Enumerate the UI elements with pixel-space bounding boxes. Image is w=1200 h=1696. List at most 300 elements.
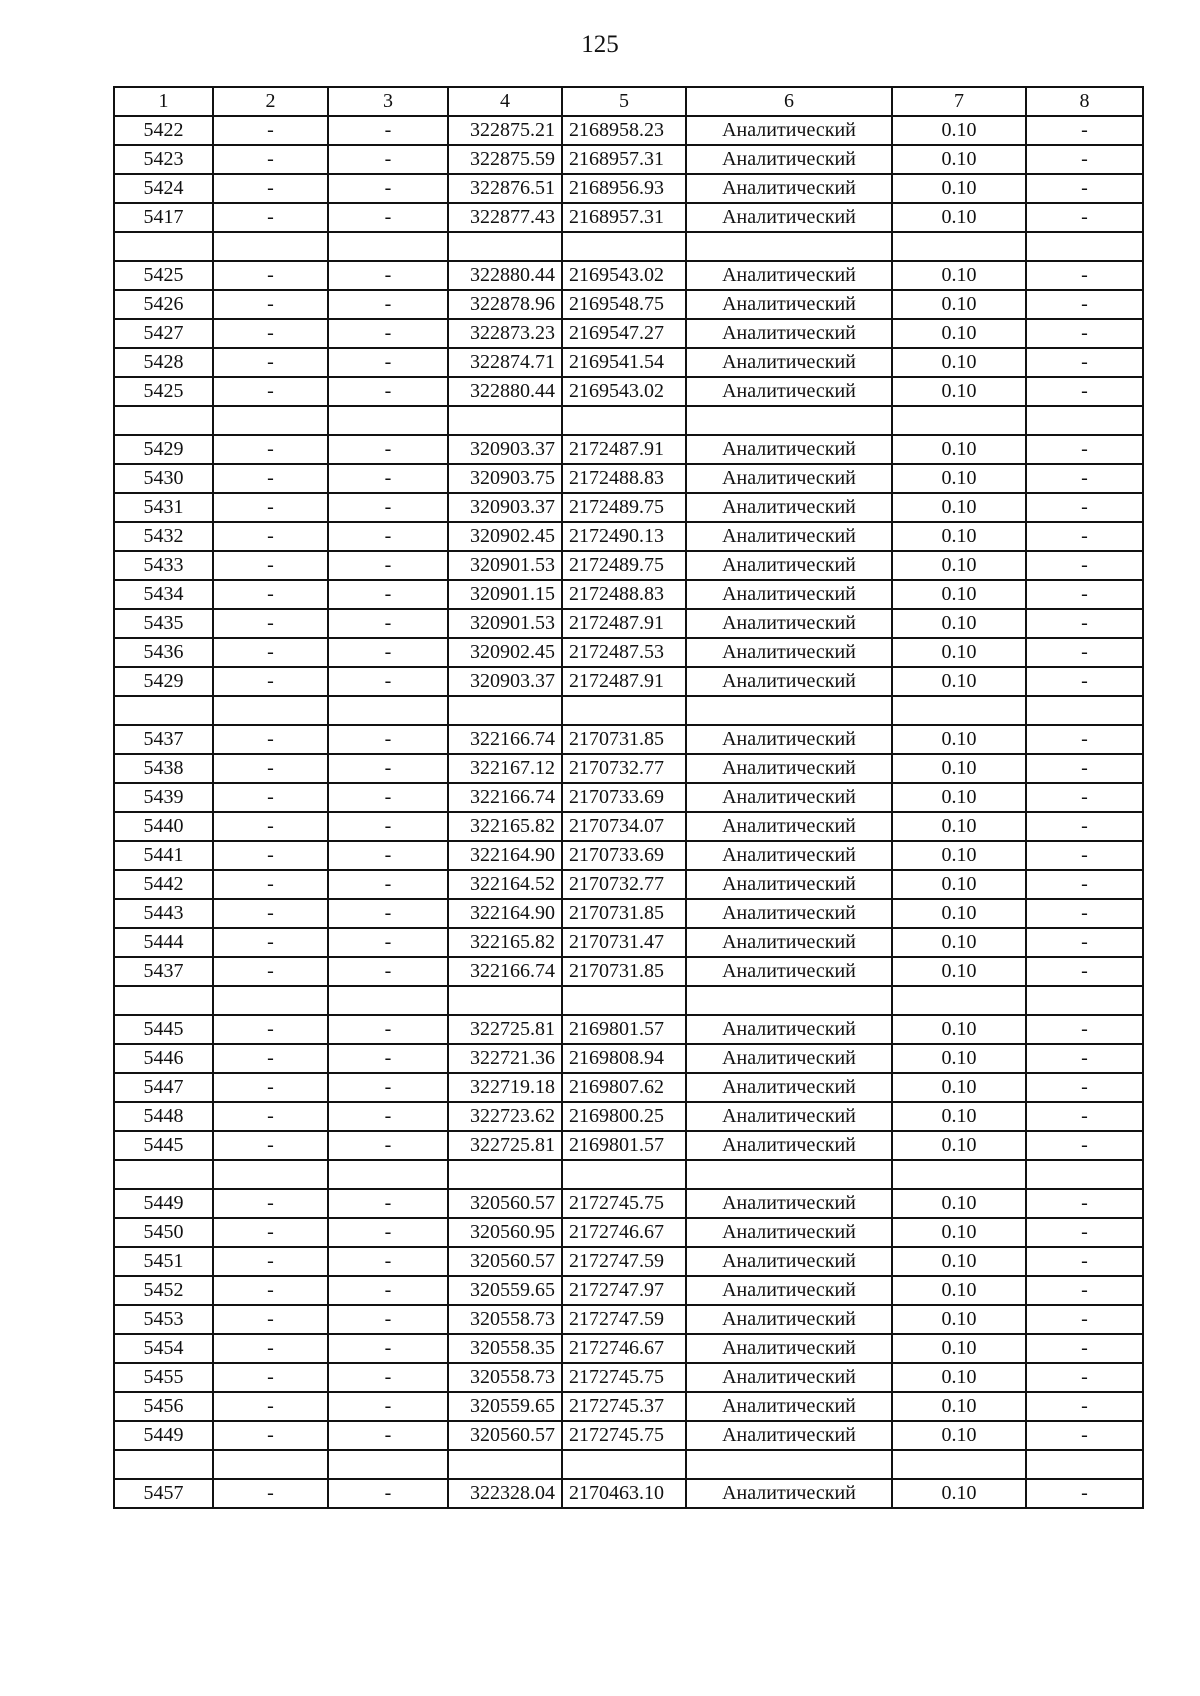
y-coordinate-cell: 2172747.59: [562, 1247, 686, 1276]
x-coordinate-cell: 322164.90: [448, 841, 562, 870]
table-row: [114, 870, 1143, 899]
method-cell: Аналитический: [686, 957, 892, 986]
accuracy-cell: 0.10: [892, 1305, 1026, 1334]
column-8-cell: -: [1026, 725, 1143, 754]
accuracy-cell: 0.10: [892, 290, 1026, 319]
column-3-cell: -: [328, 1305, 448, 1334]
column-3-cell: -: [328, 1044, 448, 1073]
column-8-cell: -: [1026, 609, 1143, 638]
column-3-cell: -: [328, 319, 448, 348]
header-cell: 7: [892, 87, 1026, 116]
accuracy-cell: [892, 406, 1026, 435]
accuracy-cell: 0.10: [892, 348, 1026, 377]
column-3-cell: -: [328, 783, 448, 812]
method-cell: Аналитический: [686, 1218, 892, 1247]
table-row: [114, 1334, 1143, 1363]
y-coordinate-cell: 2169808.94: [562, 1044, 686, 1073]
column-8-cell: -: [1026, 290, 1143, 319]
x-coordinate-cell: 320902.45: [448, 522, 562, 551]
point-number-cell: [114, 1450, 213, 1479]
table-row: [114, 551, 1143, 580]
table-row: [114, 1247, 1143, 1276]
column-8-cell: -: [1026, 1247, 1143, 1276]
accuracy-cell: 0.10: [892, 1479, 1026, 1508]
column-2-cell: [213, 696, 328, 725]
point-number-cell: 5417: [114, 203, 213, 232]
method-cell: Аналитический: [686, 174, 892, 203]
method-cell: Аналитический: [686, 783, 892, 812]
x-coordinate-cell: 322876.51: [448, 174, 562, 203]
point-number-cell: 5440: [114, 812, 213, 841]
column-2-cell: -: [213, 1044, 328, 1073]
column-3-cell: -: [328, 522, 448, 551]
separator-row: [114, 696, 1143, 725]
column-2-cell: -: [213, 1479, 328, 1508]
y-coordinate-cell: 2172487.91: [562, 609, 686, 638]
y-coordinate-cell: 2169547.27: [562, 319, 686, 348]
y-coordinate-cell: 2170731.85: [562, 725, 686, 754]
y-coordinate-cell: 2170463.10: [562, 1479, 686, 1508]
y-coordinate-cell: 2170733.69: [562, 841, 686, 870]
x-coordinate-cell: 322166.74: [448, 783, 562, 812]
column-8-cell: -: [1026, 1189, 1143, 1218]
y-coordinate-cell: 2168957.31: [562, 203, 686, 232]
column-3-cell: -: [328, 1276, 448, 1305]
column-8-cell: -: [1026, 899, 1143, 928]
table-row: [114, 145, 1143, 174]
method-cell: Аналитический: [686, 319, 892, 348]
y-coordinate-cell: [562, 1450, 686, 1479]
point-number-cell: 5429: [114, 667, 213, 696]
method-cell: Аналитический: [686, 1247, 892, 1276]
column-8-cell: -: [1026, 1218, 1143, 1247]
table-row: [114, 1102, 1143, 1131]
method-cell: Аналитический: [686, 1334, 892, 1363]
method-cell: [686, 1450, 892, 1479]
accuracy-cell: 0.10: [892, 261, 1026, 290]
column-8-cell: -: [1026, 667, 1143, 696]
column-2-cell: -: [213, 841, 328, 870]
point-number-cell: 5430: [114, 464, 213, 493]
method-cell: [686, 232, 892, 261]
header-row: [114, 87, 1143, 116]
column-2-cell: -: [213, 1421, 328, 1450]
y-coordinate-cell: 2172745.75: [562, 1189, 686, 1218]
point-number-cell: 5446: [114, 1044, 213, 1073]
accuracy-cell: [892, 232, 1026, 261]
y-coordinate-cell: 2172745.37: [562, 1392, 686, 1421]
method-cell: Аналитический: [686, 754, 892, 783]
column-8-cell: [1026, 406, 1143, 435]
table-row: [114, 928, 1143, 957]
y-coordinate-cell: 2172746.67: [562, 1334, 686, 1363]
column-8-cell: -: [1026, 638, 1143, 667]
column-2-cell: -: [213, 667, 328, 696]
method-cell: Аналитический: [686, 1363, 892, 1392]
point-number-cell: 5436: [114, 638, 213, 667]
table-body: [114, 116, 1143, 1508]
accuracy-cell: 0.10: [892, 493, 1026, 522]
column-2-cell: -: [213, 609, 328, 638]
accuracy-cell: 0.10: [892, 957, 1026, 986]
point-number-cell: 5442: [114, 870, 213, 899]
x-coordinate-cell: 320560.57: [448, 1421, 562, 1450]
column-8-cell: -: [1026, 203, 1143, 232]
method-cell: Аналитический: [686, 1044, 892, 1073]
x-coordinate-cell: 320559.65: [448, 1276, 562, 1305]
accuracy-cell: 0.10: [892, 783, 1026, 812]
accuracy-cell: 0.10: [892, 580, 1026, 609]
accuracy-cell: 0.10: [892, 1334, 1026, 1363]
column-8-cell: [1026, 1160, 1143, 1189]
column-2-cell: -: [213, 203, 328, 232]
column-8-cell: -: [1026, 1479, 1143, 1508]
separator-row: [114, 232, 1143, 261]
column-8-cell: [1026, 696, 1143, 725]
accuracy-cell: 0.10: [892, 1363, 1026, 1392]
point-number-cell: 5456: [114, 1392, 213, 1421]
header-cell: 4: [448, 87, 562, 116]
x-coordinate-cell: 322167.12: [448, 754, 562, 783]
x-coordinate-cell: 322875.59: [448, 145, 562, 174]
x-coordinate-cell: 320902.45: [448, 638, 562, 667]
column-8-cell: [1026, 1450, 1143, 1479]
separator-row: [114, 1450, 1143, 1479]
accuracy-cell: 0.10: [892, 1421, 1026, 1450]
y-coordinate-cell: [562, 696, 686, 725]
column-2-cell: -: [213, 116, 328, 145]
point-number-cell: 5422: [114, 116, 213, 145]
column-8-cell: -: [1026, 493, 1143, 522]
table-row: [114, 464, 1143, 493]
y-coordinate-cell: 2168956.93: [562, 174, 686, 203]
x-coordinate-cell: 320560.95: [448, 1218, 562, 1247]
table-row: [114, 1305, 1143, 1334]
column-3-cell: -: [328, 1247, 448, 1276]
method-cell: Аналитический: [686, 1102, 892, 1131]
column-2-cell: -: [213, 1189, 328, 1218]
y-coordinate-cell: 2170731.85: [562, 957, 686, 986]
y-coordinate-cell: [562, 406, 686, 435]
y-coordinate-cell: 2169807.62: [562, 1073, 686, 1102]
x-coordinate-cell: 320560.57: [448, 1247, 562, 1276]
y-coordinate-cell: 2172489.75: [562, 493, 686, 522]
column-3-cell: -: [328, 1363, 448, 1392]
point-number-cell: 5447: [114, 1073, 213, 1102]
column-3-cell: -: [328, 348, 448, 377]
x-coordinate-cell: 320903.37: [448, 667, 562, 696]
table-row: [114, 1479, 1143, 1508]
x-coordinate-cell: 322166.74: [448, 725, 562, 754]
point-number-cell: [114, 406, 213, 435]
method-cell: Аналитический: [686, 522, 892, 551]
column-3-cell: -: [328, 116, 448, 145]
column-8-cell: -: [1026, 957, 1143, 986]
column-3-cell: -: [328, 377, 448, 406]
y-coordinate-cell: [562, 232, 686, 261]
x-coordinate-cell: 322875.21: [448, 116, 562, 145]
point-number-cell: 5455: [114, 1363, 213, 1392]
column-2-cell: -: [213, 1102, 328, 1131]
column-2-cell: -: [213, 1276, 328, 1305]
column-2-cell: -: [213, 522, 328, 551]
point-number-cell: [114, 986, 213, 1015]
point-number-cell: 5425: [114, 261, 213, 290]
accuracy-cell: 0.10: [892, 1247, 1026, 1276]
column-2-cell: [213, 1450, 328, 1479]
x-coordinate-cell: 320558.35: [448, 1334, 562, 1363]
column-3-cell: -: [328, 638, 448, 667]
point-number-cell: 5445: [114, 1015, 213, 1044]
y-coordinate-cell: 2172745.75: [562, 1363, 686, 1392]
column-8-cell: -: [1026, 1276, 1143, 1305]
x-coordinate-cell: 322873.23: [448, 319, 562, 348]
column-3-cell: [328, 232, 448, 261]
table-row: [114, 841, 1143, 870]
point-number-cell: 5425: [114, 377, 213, 406]
column-2-cell: [213, 406, 328, 435]
x-coordinate-cell: 320560.57: [448, 1189, 562, 1218]
point-number-cell: 5454: [114, 1334, 213, 1363]
column-2-cell: -: [213, 348, 328, 377]
column-2-cell: [213, 1160, 328, 1189]
accuracy-cell: 0.10: [892, 435, 1026, 464]
y-coordinate-cell: 2172487.53: [562, 638, 686, 667]
y-coordinate-cell: 2169801.57: [562, 1015, 686, 1044]
column-8-cell: -: [1026, 1073, 1143, 1102]
column-2-cell: [213, 986, 328, 1015]
column-2-cell: -: [213, 812, 328, 841]
accuracy-cell: 0.10: [892, 1073, 1026, 1102]
y-coordinate-cell: 2172745.75: [562, 1421, 686, 1450]
y-coordinate-cell: [562, 986, 686, 1015]
x-coordinate-cell: 322880.44: [448, 377, 562, 406]
point-number-cell: 5452: [114, 1276, 213, 1305]
y-coordinate-cell: 2170731.47: [562, 928, 686, 957]
x-coordinate-cell: 322877.43: [448, 203, 562, 232]
point-number-cell: 5438: [114, 754, 213, 783]
column-3-cell: -: [328, 203, 448, 232]
x-coordinate-cell: [448, 232, 562, 261]
column-8-cell: -: [1026, 928, 1143, 957]
accuracy-cell: 0.10: [892, 116, 1026, 145]
column-3-cell: [328, 1450, 448, 1479]
table-row: [114, 609, 1143, 638]
point-number-cell: 5428: [114, 348, 213, 377]
column-8-cell: -: [1026, 812, 1143, 841]
y-coordinate-cell: 2172489.75: [562, 551, 686, 580]
x-coordinate-cell: 322719.18: [448, 1073, 562, 1102]
accuracy-cell: 0.10: [892, 754, 1026, 783]
column-8-cell: -: [1026, 319, 1143, 348]
accuracy-cell: 0.10: [892, 377, 1026, 406]
accuracy-cell: 0.10: [892, 812, 1026, 841]
column-3-cell: [328, 696, 448, 725]
method-cell: Аналитический: [686, 841, 892, 870]
y-coordinate-cell: 2168957.31: [562, 145, 686, 174]
column-2-cell: -: [213, 1131, 328, 1160]
header-cell: 5: [562, 87, 686, 116]
y-coordinate-cell: 2169543.02: [562, 377, 686, 406]
column-3-cell: -: [328, 551, 448, 580]
table-row: [114, 1392, 1143, 1421]
accuracy-cell: 0.10: [892, 319, 1026, 348]
method-cell: [686, 406, 892, 435]
accuracy-cell: 0.10: [892, 1015, 1026, 1044]
method-cell: Аналитический: [686, 667, 892, 696]
table-row: [114, 667, 1143, 696]
method-cell: [686, 986, 892, 1015]
y-coordinate-cell: 2170731.85: [562, 899, 686, 928]
y-coordinate-cell: 2172746.67: [562, 1218, 686, 1247]
column-2-cell: -: [213, 899, 328, 928]
column-2-cell: -: [213, 319, 328, 348]
column-3-cell: -: [328, 667, 448, 696]
method-cell: Аналитический: [686, 1392, 892, 1421]
column-2-cell: -: [213, 638, 328, 667]
method-cell: Аналитический: [686, 464, 892, 493]
table-row: [114, 725, 1143, 754]
point-number-cell: 5437: [114, 725, 213, 754]
x-coordinate-cell: 322880.44: [448, 261, 562, 290]
column-3-cell: -: [328, 290, 448, 319]
accuracy-cell: 0.10: [892, 522, 1026, 551]
method-cell: Аналитический: [686, 261, 892, 290]
point-number-cell: 5445: [114, 1131, 213, 1160]
column-3-cell: -: [328, 1218, 448, 1247]
table-row: [114, 348, 1143, 377]
column-3-cell: -: [328, 812, 448, 841]
column-8-cell: -: [1026, 1131, 1143, 1160]
method-cell: Аналитический: [686, 551, 892, 580]
method-cell: Аналитический: [686, 377, 892, 406]
column-3-cell: [328, 1160, 448, 1189]
table-row: [114, 812, 1143, 841]
x-coordinate-cell: 322165.82: [448, 812, 562, 841]
table-row: [114, 580, 1143, 609]
point-number-cell: 5451: [114, 1247, 213, 1276]
column-3-cell: [328, 986, 448, 1015]
x-coordinate-cell: 320903.37: [448, 435, 562, 464]
accuracy-cell: 0.10: [892, 899, 1026, 928]
accuracy-cell: 0.10: [892, 870, 1026, 899]
point-number-cell: 5433: [114, 551, 213, 580]
column-2-cell: -: [213, 1392, 328, 1421]
x-coordinate-cell: 322166.74: [448, 957, 562, 986]
table-row: [114, 754, 1143, 783]
column-3-cell: -: [328, 1334, 448, 1363]
method-cell: [686, 696, 892, 725]
column-8-cell: [1026, 232, 1143, 261]
column-2-cell: -: [213, 1015, 328, 1044]
table-header: [114, 87, 1143, 116]
method-cell: Аналитический: [686, 1305, 892, 1334]
point-number-cell: 5437: [114, 957, 213, 986]
column-2-cell: -: [213, 1247, 328, 1276]
point-number-cell: 5426: [114, 290, 213, 319]
x-coordinate-cell: [448, 1160, 562, 1189]
column-3-cell: -: [328, 1421, 448, 1450]
y-coordinate-cell: 2172487.91: [562, 667, 686, 696]
table-row: [114, 493, 1143, 522]
column-2-cell: -: [213, 1073, 328, 1102]
x-coordinate-cell: 320558.73: [448, 1305, 562, 1334]
column-2-cell: -: [213, 377, 328, 406]
point-number-cell: 5453: [114, 1305, 213, 1334]
point-number-cell: 5443: [114, 899, 213, 928]
point-number-cell: 5432: [114, 522, 213, 551]
table-row: [114, 522, 1143, 551]
coordinates-table: [113, 86, 1144, 1509]
column-3-cell: -: [328, 1015, 448, 1044]
table-row: [114, 319, 1143, 348]
x-coordinate-cell: 320903.37: [448, 493, 562, 522]
header-cell: 8: [1026, 87, 1143, 116]
column-8-cell: -: [1026, 754, 1143, 783]
accuracy-cell: 0.10: [892, 725, 1026, 754]
table-row: [114, 1131, 1143, 1160]
y-coordinate-cell: 2169543.02: [562, 261, 686, 290]
column-2-cell: -: [213, 1218, 328, 1247]
method-cell: Аналитический: [686, 609, 892, 638]
y-coordinate-cell: 2168958.23: [562, 116, 686, 145]
y-coordinate-cell: 2170733.69: [562, 783, 686, 812]
method-cell: Аналитический: [686, 580, 892, 609]
x-coordinate-cell: 320901.53: [448, 609, 562, 638]
column-3-cell: -: [328, 261, 448, 290]
column-2-cell: -: [213, 580, 328, 609]
accuracy-cell: [892, 986, 1026, 1015]
x-coordinate-cell: 322874.71: [448, 348, 562, 377]
y-coordinate-cell: 2172487.91: [562, 435, 686, 464]
point-number-cell: 5448: [114, 1102, 213, 1131]
method-cell: Аналитический: [686, 145, 892, 174]
accuracy-cell: 0.10: [892, 1189, 1026, 1218]
column-8-cell: -: [1026, 435, 1143, 464]
column-2-cell: -: [213, 1334, 328, 1363]
column-8-cell: -: [1026, 348, 1143, 377]
column-8-cell: -: [1026, 1392, 1143, 1421]
column-3-cell: -: [328, 580, 448, 609]
page-number: 125: [581, 31, 619, 58]
x-coordinate-cell: 320901.15: [448, 580, 562, 609]
column-2-cell: -: [213, 754, 328, 783]
header-cell: 3: [328, 87, 448, 116]
x-coordinate-cell: 322328.04: [448, 1479, 562, 1508]
x-coordinate-cell: 320558.73: [448, 1363, 562, 1392]
table-row: [114, 203, 1143, 232]
column-3-cell: -: [328, 1392, 448, 1421]
column-3-cell: -: [328, 174, 448, 203]
accuracy-cell: [892, 696, 1026, 725]
separator-row: [114, 986, 1143, 1015]
column-3-cell: -: [328, 957, 448, 986]
table-row: [114, 1421, 1143, 1450]
point-number-cell: 5439: [114, 783, 213, 812]
column-2-cell: -: [213, 551, 328, 580]
x-coordinate-cell: 322721.36: [448, 1044, 562, 1073]
column-2-cell: -: [213, 261, 328, 290]
y-coordinate-cell: 2169801.57: [562, 1131, 686, 1160]
column-3-cell: -: [328, 464, 448, 493]
table-row: [114, 1189, 1143, 1218]
column-8-cell: -: [1026, 1015, 1143, 1044]
column-3-cell: -: [328, 493, 448, 522]
column-2-cell: -: [213, 928, 328, 957]
point-number-cell: 5444: [114, 928, 213, 957]
point-number-cell: 5424: [114, 174, 213, 203]
method-cell: Аналитический: [686, 1015, 892, 1044]
